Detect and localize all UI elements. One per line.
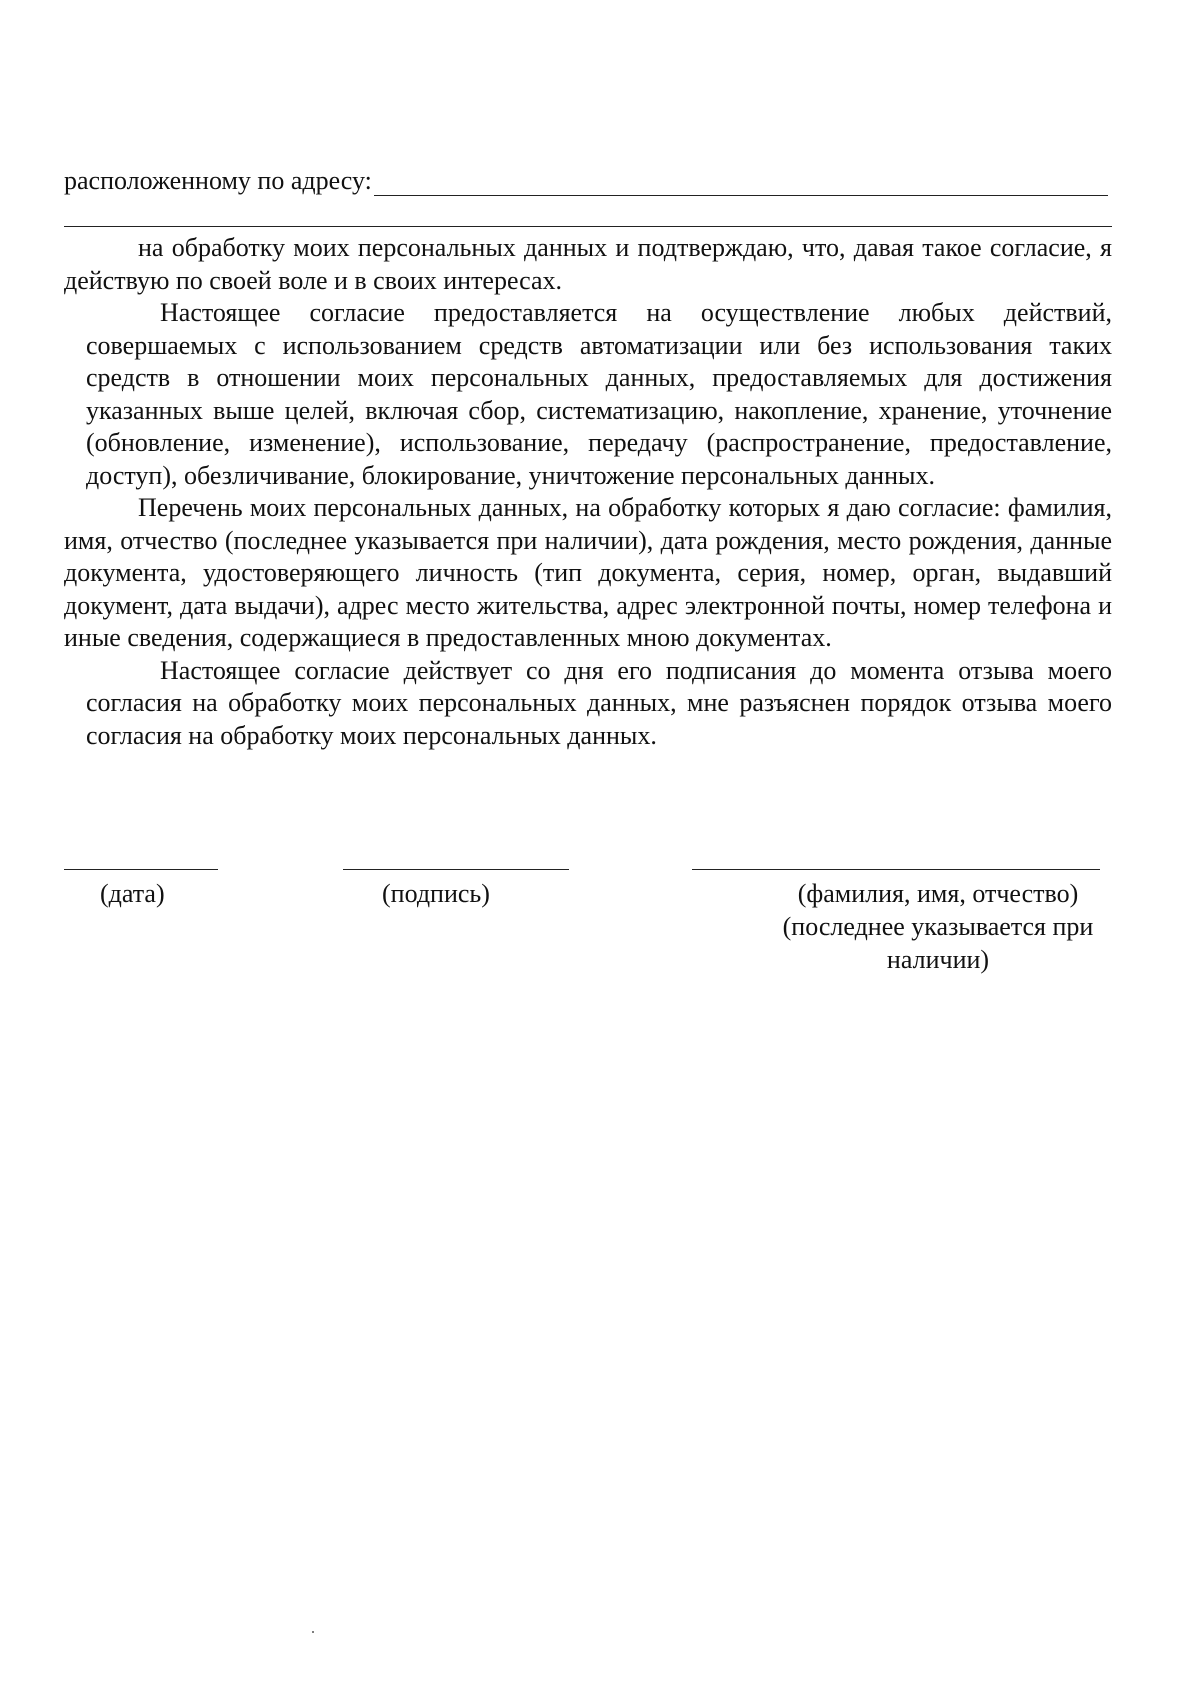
paragraph-consent-intro: на обработку моих персональных данных и подтверждаю, что, давая такое согласие, я действую по своей воле и в своих интересах. [64,233,1112,295]
scan-speck [312,1631,314,1633]
paragraph-consent-duration: Настоящее согласие действует со дня его подписания до момента отзыва моего согласия на обработку моих персональных данных, мне разъяснен порядок отзыва моего согласия на обработку моих персональных данных. [86,655,1112,750]
signature-blank-line [343,869,569,870]
consent-body [64,232,1112,752]
full-name-caption: (фамилия, имя, отчество) (последнее указывается при наличии) [782,879,1094,974]
full-name-blank-line [692,869,1100,870]
address-label: расположенному по адресу: [64,166,372,195]
address-blank-line-2 [64,226,1112,227]
address-line [64,166,1108,196]
date-caption: (дата) [100,879,165,908]
paragraph-data-list: Перечень моих персональных данных, на обработку которых я даю согласие: фамилия, имя, отчество (последнее указывается при наличии), дата рождения, место рождения, данные документа, удостоверяющего личность (тип документа, серия, номер, орган, выдавший документ, дата выдачи), адрес место жительства, адрес электронной почты, номер телефона и иные сведения, содержащиеся в предоставленных мною документах. [64,493,1112,652]
address-blank-line-1 [374,171,1108,196]
date-blank-line [64,869,218,870]
paragraph-consent-scope: Настоящее согласие предоставляется на осуществление любых действий, совершаемых с использованием средств автоматизации или без использования таких средств в отношении моих персональных данных, предоставляемых для достижения указанных выше целей, включая сбор, систематизацию, накопление, хранение, уточнение (обновление, изменение), использование, передачу (распространение, предоставление, доступ), обезличивание, блокирование, уничтожение персональных данных. [86,298,1112,490]
signature-caption: (подпись) [382,879,490,908]
